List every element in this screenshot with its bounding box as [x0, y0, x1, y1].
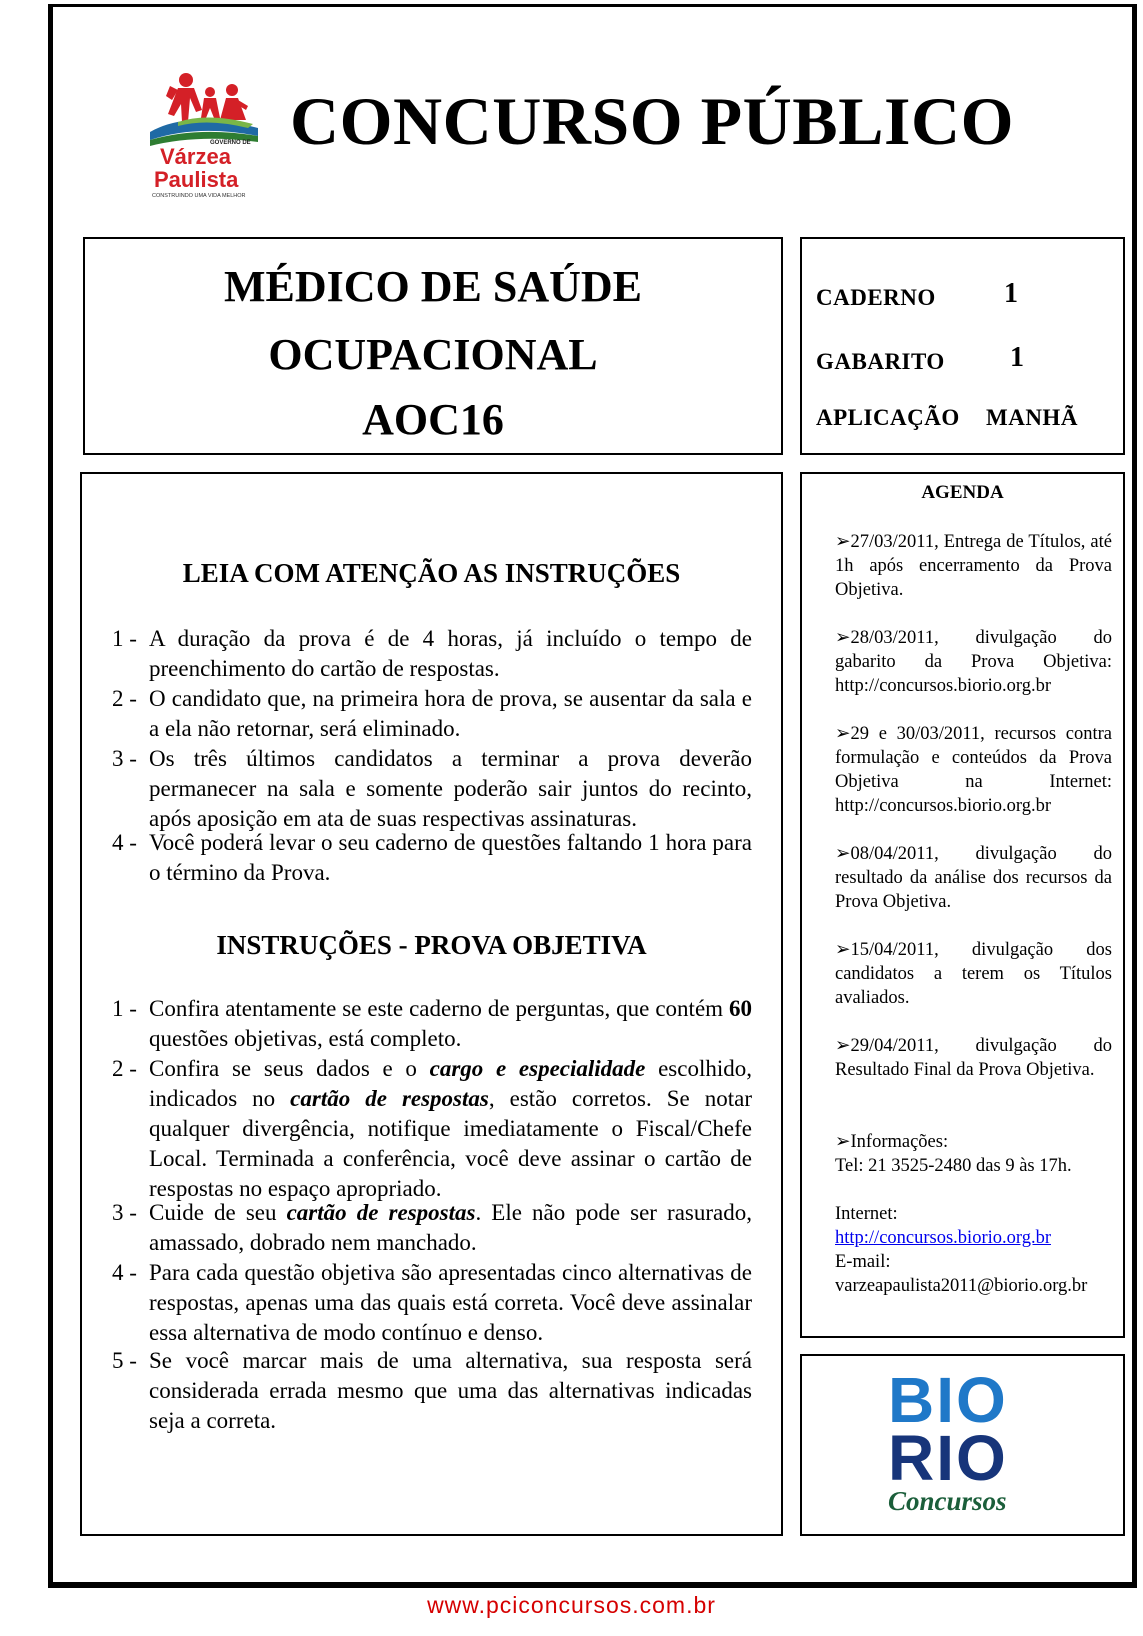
instructions-title: LEIA COM ATENÇÃO AS INSTRUÇÕES — [182, 558, 681, 588]
item-text: Para cada questão objetiva são apresentadas cinco alternativas de respostas, apenas uma das quais está correta. Você deve assinalar essa alternativa de modo contínuo e denso. — [149, 1260, 752, 1345]
item-number: 2 - — [112, 1056, 137, 1081]
job-code: AOC16 — [362, 395, 504, 444]
arrow-bullet-icon: ➢ — [835, 532, 851, 552]
exam-meta-box — [800, 237, 1125, 455]
arrow-bullet-icon: ➢ — [835, 628, 851, 648]
email-label: E-mail: — [835, 1252, 891, 1272]
objective-item — [112, 1054, 752, 1204]
arrow-bullet-icon: ➢ — [835, 724, 851, 744]
instructions-box — [80, 472, 783, 1536]
agenda-box — [800, 472, 1125, 1338]
internet-link[interactable]: http://concursos.biorio.org.br — [835, 1228, 1051, 1248]
logo-slogan: CONSTRUINDO UMA VIDA MELHOR — [152, 193, 246, 199]
biorio-line-2: RIO — [888, 1422, 1008, 1494]
objective-item — [112, 1198, 752, 1258]
item-number: 4 - — [112, 1260, 137, 1285]
instruction-item — [112, 624, 752, 684]
aplicacao-value: MANHÃ — [986, 405, 1078, 430]
logo-top-text: GOVERNO DE — [210, 140, 251, 146]
internet-label: Internet: — [835, 1204, 898, 1224]
item-number: 2 - — [112, 686, 137, 711]
agenda-title: AGENDA — [921, 482, 1004, 503]
item-number: 3 - — [112, 746, 137, 771]
objective-item — [112, 994, 752, 1054]
instruction-item — [112, 684, 752, 744]
arrow-bullet-icon: ➢ — [835, 1132, 851, 1152]
objective-title: INSTRUÇÕES - PROVA OBJETIVA — [216, 930, 647, 960]
instruction-item — [112, 744, 752, 834]
caderno-label: CADERNO — [816, 285, 936, 310]
instruction-item — [112, 828, 752, 888]
info-tel: Tel: 21 3525-2480 das 9 às 17h. — [835, 1156, 1072, 1176]
item-number: 4 - — [112, 830, 137, 855]
item-text: O candidato que, na primeira hora de prova, se ausentar da sala e a ela não retornar, será eliminado. — [149, 686, 752, 741]
job-title-line-2: OCUPACIONAL — [268, 330, 598, 379]
arrow-bullet-icon: ➢ — [835, 1036, 851, 1056]
item-text: A duração da prova é de 4 horas, já incluído o tempo de preenchimento do cartão de respostas. — [149, 626, 752, 681]
item-text: Você poderá levar o seu caderno de questões faltando 1 hora para o término da Prova. — [149, 830, 752, 885]
agenda-item: ➢29/04/2011, divulgação do Resultado Final da Prova Objetiva. — [835, 1036, 1112, 1080]
email-address: varzeapaulista2011@biorio.org.br — [835, 1276, 1088, 1296]
biorio-logo — [802, 1356, 1123, 1534]
info-label: Informações: — [850, 1132, 949, 1152]
job-title-line-1: MÉDICO DE SAÚDE — [223, 262, 643, 311]
agenda-item: ➢28/03/2011, divulgação do gabarito da Prova Objetiva: http://concursos.biorio.org.br — [835, 628, 1112, 696]
item-text: Cuide de seu cartão de respostas. Ele não pode ser rasurado, amassado, dobrado nem manchado. — [149, 1200, 752, 1255]
biorio-line-3: Concursos — [888, 1486, 1007, 1516]
item-number: 5 - — [112, 1348, 137, 1373]
objective-item — [112, 1258, 752, 1348]
page-title: CONCURSO PÚBLICO — [290, 83, 1014, 159]
item-number: 1 - — [112, 626, 137, 651]
agenda-item: ➢29 e 30/03/2011, recursos contra formulação e conteúdos da Prova Objetiva na Internet: http://concursos.biorio.org.br — [835, 724, 1112, 816]
item-text: Confira se seus dados e o cargo e especialidade escolhido, indicados no cartão de respostas, estão corretos. Se notar qualquer divergência, notifique imediatamente o Fiscal/Chefe Local. Terminada a conferência, você deve assinar o cartão de respostas no espaço apropriado. — [149, 1056, 752, 1201]
caderno-value: 1 — [1004, 278, 1018, 309]
item-text: Os três últimos candidatos a terminar a prova deverão permanecer na sala e somente poderão sair juntos do recinto, após aposição em ata de suas respectivas assinaturas. — [149, 746, 752, 831]
agenda-info — [835, 1130, 1112, 1178]
varzea-paulista-logo — [148, 70, 268, 200]
item-number: 3 - — [112, 1200, 137, 1225]
item-text: Se você marcar mais de uma alternativa, sua resposta será considerada errada mesmo que uma das alternativas indicadas seja a correta. — [149, 1348, 752, 1433]
agenda-item: ➢15/04/2011, divulgação dos candidatos a terem os Títulos avaliados. — [835, 940, 1112, 1008]
item-number: 1 - — [112, 996, 137, 1021]
arrow-bullet-icon: ➢ — [835, 940, 851, 960]
biorio-logo-box — [800, 1354, 1125, 1536]
item-text: Confira atentamente se este caderno de perguntas, que contém 60 questões objetivas, está completo. — [149, 996, 752, 1051]
objective-item — [112, 1346, 752, 1436]
logo-name-1: Várzea — [160, 144, 231, 169]
gabarito-label: GABARITO — [816, 349, 945, 374]
logo-name-2: Paulista — [154, 167, 239, 192]
biorio-line-1: BIO — [888, 1364, 1008, 1436]
footer-url[interactable]: www.pciconcursos.com.br — [427, 1592, 716, 1618]
agenda-contacts — [835, 1202, 1112, 1298]
agenda-item: ➢27/03/2011, Entrega de Títulos, até 1h após encerramento da Prova Objetiva. — [835, 532, 1112, 600]
aplicacao-label: APLICAÇÃO — [816, 405, 960, 430]
arrow-bullet-icon: ➢ — [835, 844, 851, 864]
agenda-item: ➢08/04/2011, divulgação do resultado da análise dos recursos da Prova Objetiva. — [835, 844, 1112, 912]
job-title-box — [83, 237, 783, 455]
gabarito-value: 1 — [1010, 342, 1024, 373]
